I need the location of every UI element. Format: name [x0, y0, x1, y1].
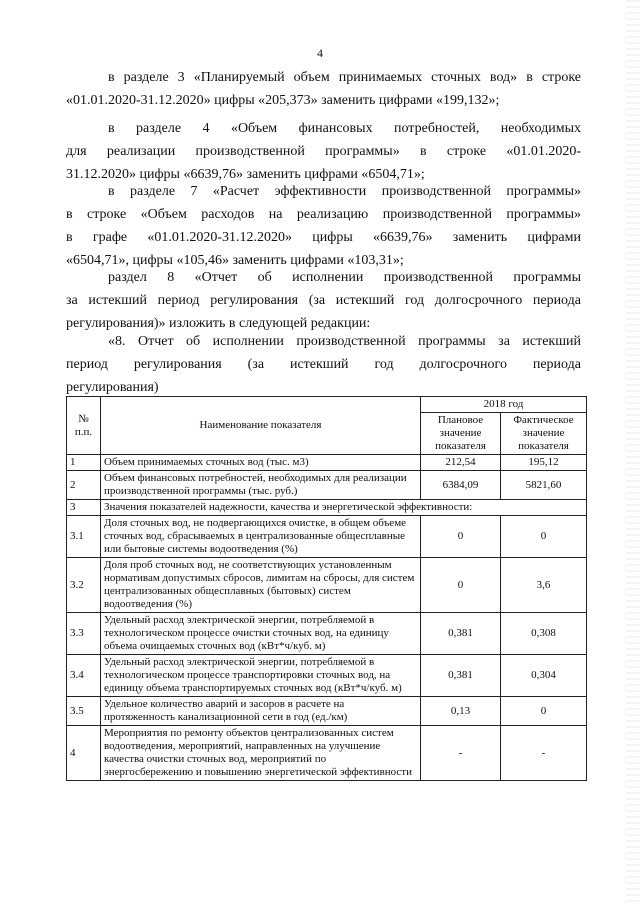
row-planned: 212,54	[421, 455, 501, 471]
text-line: «01.01.2020-31.12.2020» цифры «205,373» заменить цифрами «199,132»;	[66, 93, 500, 108]
text-line: в графе «01.01.2020-31.12.2020» цифры «6639,76» заменить цифрами	[66, 230, 581, 245]
table-row	[67, 558, 587, 613]
table-row	[67, 726, 587, 781]
header-year: 2018 год	[421, 397, 587, 413]
table-row	[67, 455, 587, 471]
header-num: № п.п.	[67, 397, 101, 455]
row-name: Мероприятия по ремонту объектов централизованных систем водоотведения, мероприятий, направленных на улучшение качества очистки сточных вод, мероприятий по энергосбережению и повышению энергетической эффективности	[101, 726, 421, 781]
paragraph-report-title	[66, 330, 581, 399]
text-line: 31.12.2020» цифры «6639,76» заменить цифрами «6504,71»;	[66, 167, 425, 182]
header-planned: Плановое значение показателя	[421, 413, 501, 455]
row-actual: 0	[501, 516, 587, 558]
row-planned: -	[421, 726, 501, 781]
row-planned: 0,13	[421, 697, 501, 726]
text-line: в разделе 3 «Планируемый объем принимаемых сточных вод» в строке	[108, 70, 581, 85]
text-line: регулирования)» изложить в следующей редакции:	[66, 316, 371, 331]
row-name: Объем финансовых потребностей, необходимых для реализации производственной программы (тыс. руб.)	[101, 471, 421, 500]
row-actual: 0	[501, 697, 587, 726]
scan-edge	[626, 0, 640, 905]
row-actual: 3,6	[501, 558, 587, 613]
text-line: «8. Отчет об исполнении производственной программы за истекший	[108, 334, 581, 349]
row-planned: 0	[421, 558, 501, 613]
paragraph-section-3	[66, 66, 581, 112]
table-row	[67, 471, 587, 500]
row-num: 3.2	[67, 558, 101, 613]
table-row	[67, 655, 587, 697]
row-planned: 0,381	[421, 613, 501, 655]
page-number: 4	[317, 46, 323, 60]
header-actual: Фактическое значение показателя	[501, 413, 587, 455]
row-planned: 0,381	[421, 655, 501, 697]
paragraph-section-4	[66, 117, 581, 186]
row-actual: 195,12	[501, 455, 587, 471]
row-num: 3.4	[67, 655, 101, 697]
table-row	[67, 516, 587, 558]
table-header-row	[67, 397, 587, 413]
row-num: 3	[67, 500, 101, 516]
text-line: за истекший период регулирования (за истекший год долгосрочного периода	[66, 293, 581, 308]
text-line: период регулирования (за истекший год долгосрочного периода	[66, 357, 581, 372]
report-table	[66, 396, 587, 781]
row-name: Доля проб сточных вод, не соответствующих установленным нормативам допустимых сбросов, лимитам на сбросы, для систем централизованных общесплавных (бытовых) систем водоотведения (%)	[101, 558, 421, 613]
row-num: 1	[67, 455, 101, 471]
row-actual: 0,304	[501, 655, 587, 697]
text-line: в разделе 4 «Объем финансовых потребностей, необходимых	[108, 121, 581, 136]
row-actual: 0,308	[501, 613, 587, 655]
row-num: 4	[67, 726, 101, 781]
header-name: Наименование показателя	[101, 397, 421, 455]
row-num: 3.5	[67, 697, 101, 726]
text-line: «6504,71», цифры «105,46» заменить цифрами «103,31»;	[66, 253, 404, 268]
table-row	[67, 500, 587, 516]
text-line: в разделе 7 «Расчет эффективности производственной программы»	[108, 184, 581, 199]
row-name: Значения показателей надежности, качества и энергетической эффективности:	[101, 500, 587, 516]
row-name: Доля сточных вод, не подвергающихся очистке, в общем объеме сточных вод, сбрасываемых в централизованные общесплавные или бытовые системы водоотведения (%)	[101, 516, 421, 558]
row-num: 3.3	[67, 613, 101, 655]
table-row	[67, 613, 587, 655]
text-line: раздел 8 «Отчет об исполнении производственной программы	[108, 270, 581, 285]
text-line: для реализации производственной программы» в строке «01.01.2020-	[66, 144, 581, 159]
table-row	[67, 697, 587, 726]
row-name: Удельное количество аварий и засоров в расчете на протяженность канализационной сети в год (ед./км)	[101, 697, 421, 726]
row-name: Удельный расход электрической энергии, потребляемой в технологическом процессе транспортировки сточных вод, на единицу объема транспортируемых сточных вод (кВт*ч/куб. м)	[101, 655, 421, 697]
row-num: 3.1	[67, 516, 101, 558]
paragraph-section-7	[66, 180, 581, 272]
row-actual: -	[501, 726, 587, 781]
row-num: 2	[67, 471, 101, 500]
text-line: регулирования)	[66, 380, 159, 395]
row-planned: 0	[421, 516, 501, 558]
row-name: Удельный расход электрической энергии, потребляемой в технологическом процессе очистки сточных вод, на единицу объема очищаемых сточных вод (кВт*ч/куб. м)	[101, 613, 421, 655]
paragraph-section-8	[66, 266, 581, 335]
text-line: в строке «Объем расходов на реализацию производственной программы»	[66, 207, 581, 222]
row-name: Объем принимаемых сточных вод (тыс. м3)	[101, 455, 421, 471]
row-actual: 5821,60	[501, 471, 587, 500]
row-planned: 6384,09	[421, 471, 501, 500]
